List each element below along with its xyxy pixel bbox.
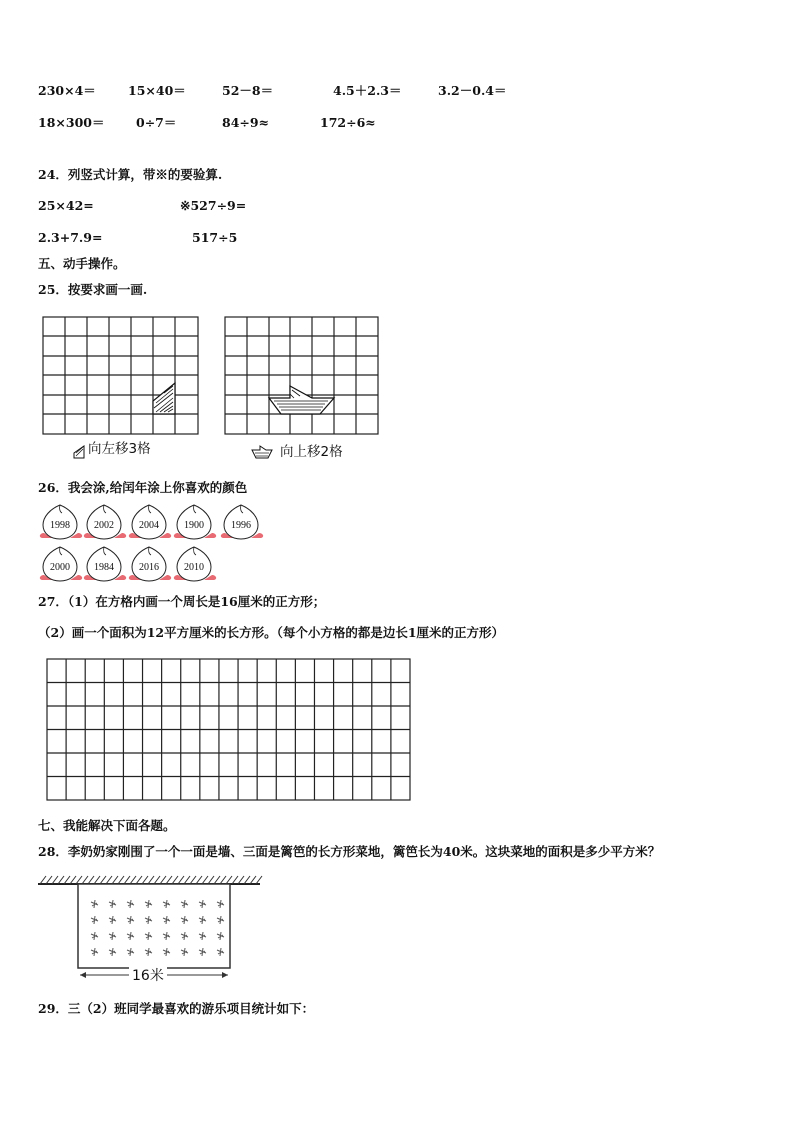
q27-line-1: 27．（1）在方格内画一个周长是16厘米的正方形； (38, 594, 326, 609)
oral-calc-2: 15×40＝ (128, 83, 186, 98)
q27-grid (46, 658, 412, 804)
oral-calc-4: 4.5＋2.3＝ (333, 83, 402, 98)
q25-caption-icon-left (74, 446, 84, 458)
q25-caption-left: 向左移3格 (88, 441, 151, 457)
q26-title: 26．我会涂,给闰年涂上你喜欢的颜色 (38, 480, 248, 495)
oral-calc-8: 84÷9≈ (222, 115, 270, 130)
q29-title: 29．三（2）班同学最喜欢的游乐项目统计如下： (38, 1001, 315, 1016)
peach-year-label: 1984 (94, 562, 114, 573)
garden-fence (78, 884, 230, 968)
peach-year-2000[interactable] (38, 545, 84, 585)
q28-title: 28．李奶奶家刚围了一个一面是墙、三面是篱笆的长方形菜地，篱笆长为40米。这块菜地的面积是多少平方米？ (38, 844, 661, 859)
peach-year-label: 1996 (231, 520, 251, 531)
peach-year-label: 2002 (94, 520, 114, 531)
peach-year-label: 2004 (139, 520, 159, 531)
q24-item-4: 517÷5 (192, 230, 238, 245)
peach-year-2004[interactable] (127, 503, 173, 543)
peach-year-label: 2016 (139, 562, 159, 573)
peach-year-1996[interactable] (219, 503, 265, 543)
peach-year-2002[interactable] (82, 503, 128, 543)
peach-year-label: 2000 (50, 562, 70, 573)
oral-calc-7: 0÷7＝ (136, 115, 177, 130)
peach-year-1984[interactable] (82, 545, 128, 585)
section-7-heading: 七、我能解决下面各题。 (38, 818, 176, 833)
q25-caption-right: 向上移2格 (280, 444, 343, 460)
peach-year-2010[interactable] (172, 545, 218, 585)
peach-year-label: 2010 (184, 562, 204, 573)
q24-item-3: 2.3+7.9= (38, 230, 103, 245)
peach-year-2016[interactable] (127, 545, 173, 585)
oral-calc-1: 230×4＝ (38, 83, 96, 98)
oral-calc-9: 172÷6≈ (320, 115, 376, 130)
peach-year-label: 1900 (184, 520, 204, 531)
peach-year-1900[interactable] (172, 503, 218, 543)
q24-item-2: ※527÷9= (180, 198, 247, 213)
oral-calc-3: 52－8＝ (222, 83, 274, 98)
q25-title: 25．按要求画一画. (38, 282, 148, 297)
q25-shape-left (153, 383, 175, 414)
oral-calc-5: 3.2－0.4＝ (438, 83, 507, 98)
peach-year-label: 1998 (50, 520, 70, 531)
q25-grid-right (224, 316, 380, 464)
q27-line-2: （2）画一个面积为12平方厘米的长方形。（每个小方格的都是边长1厘米的正方形） (38, 625, 505, 640)
q24-title: 24．列竖式计算，带※的要验算. (38, 167, 223, 182)
q24-item-1: 25×42= (38, 198, 94, 213)
section-5-heading: 五、动手操作。 (38, 256, 126, 271)
wall (38, 876, 262, 884)
q28-width-label: 16米 (129, 965, 167, 985)
q25-shape-right (269, 386, 334, 414)
peach-year-1998[interactable] (38, 503, 84, 543)
q25-caption-icon-right (252, 446, 272, 458)
oral-calc-6: 18×300＝ (38, 115, 105, 130)
